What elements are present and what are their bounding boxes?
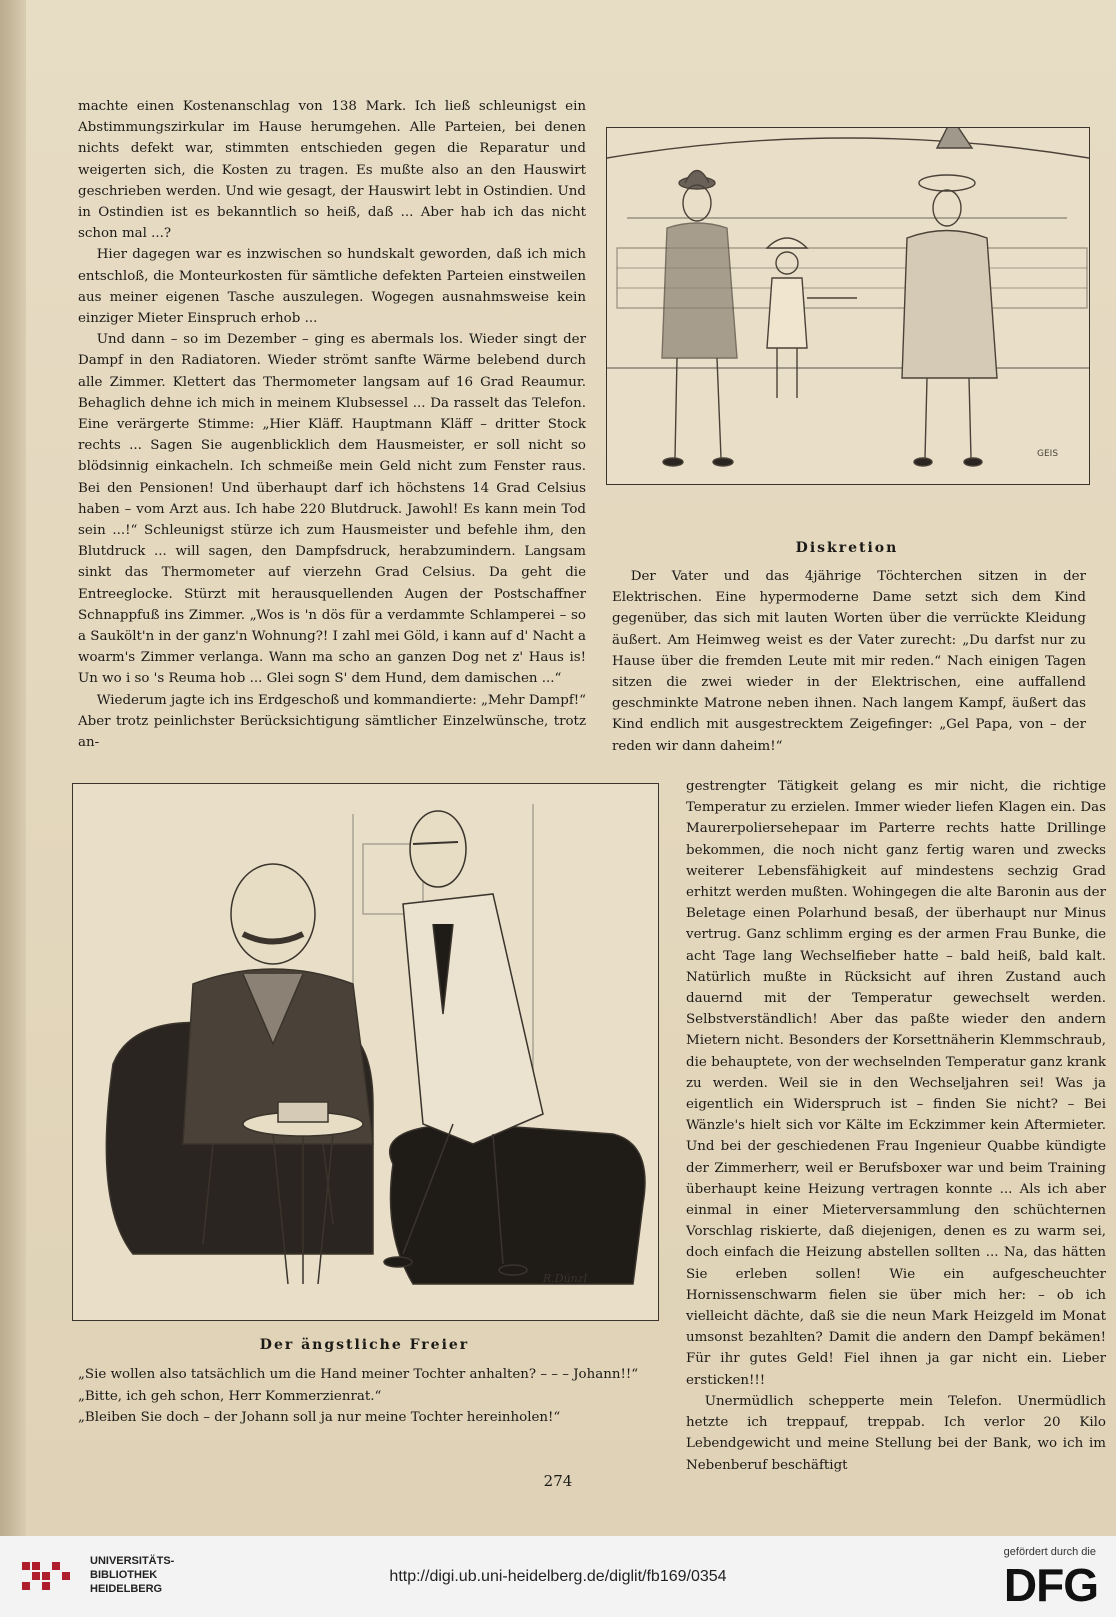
anecdote-paragraph: Der Vater und das 4jährige Töchterchen sitzen in der Elektrischen. Eine hypermoderne Dame setzt sich dem Kind gegenüber, das sich mit lauten Worten über die verrückte Kleidung äußert. Am Heimweg weist es der Vater zurecht: „Du darfst nur zu Hause über die fremden Leute mit mir reden.“ Nach einigen Tagen sitzen die zwei wieder in der Elektrischen, eine auffallend geschminkte Matrone neben ihnen. Nach langem Kampf, äußert das Kind endlich mit ausgestrecktem Zeigefinger: „Gel Papa, von – der reden wir dann daheim!“ — [612, 569, 1086, 754]
digitization-footer — [0, 1536, 1116, 1617]
library-name-line: HEIDELBERG — [90, 1583, 163, 1595]
dfg-logo: DFG — [1003, 1559, 1098, 1611]
article-paragraph: Wiederum jagte ich ins Erdgeschoß und kommandierte: „Mehr Dampf!“ Aber trotz peinlichster Berücksichtigung sämtlicher Einzelwünsche, trotz an- — [78, 692, 586, 751]
article-paragraph: Unermüdlich schepperte mein Telefon. Unermüdlich hetzte ich treppauf, treppab. Ich verlor 20 Kilo Lebendgewicht und meine Stellung bei der Bank, wo ich im Nebenberuf beschäftigt — [686, 1393, 1106, 1473]
permalink-url[interactable]: http://digi.ub.uni-heidelberg.de/diglit/fb169/0354 — [389, 1568, 727, 1585]
page-number: 274 — [543, 1472, 573, 1490]
cartoon2-title: Der ängstliche Freier — [259, 1337, 470, 1353]
article-paragraph: Und dann – so im Dezember – ging es abermals los. Wieder singt der Dampf in den Radiatoren. Wieder strömt sanfte Wärme belebend durch alle Zimmer. Klettert das Thermometer langsam auf 16 Grad Reaumur. Behaglich dehne ich mich in meinem Klubsessel ... Da rasselt das Telefon. Eine verärgerte Stimme: „Hier Kläff. Hauptmann Kläff – dritter Stock rechts ... Sagen Sie augenblicklich dem Hausmeister, er soll nicht so blödsinnig einkacheln. Ich schmeiße mein Geld nicht zum Fenster raus. Bei den Pensionen! Und überhaupt darf ich höchstens 14 Grad Celsius haben – vom Arzt aus. Ich habe 220 Blutdruck. Jawohl! Es kann mein Tod sein ...!“ Schleunigst stürze ich zum Hausmeister und befehle ihm, den Blutdruck ... will sagen, den Dampfsdruck, herabzumindern. Langsam sinkt das Thermometer auf vierzehn Grad Celsius. Da geht die Entreeglocke. Stürzt mit herausquellenden Augen der Postschaffner Schnappfuß ins Zimmer. „Wos is 'n dös für a verdammte Schlamperei – so a Saukölt'n in der ganz'n Wohnung?! I zahl mei Göld, i kann auf d' Nacht a woarm's Zimmer verlanga. Wann ma scho an ganzen Dog net z' Haus is! Un wo i so 's Reuma hob ... Glei sogn S' dem Hund, dem damischen ...“ — [78, 332, 586, 687]
cartoon1-title: Diskretion — [795, 540, 899, 556]
cartoon2-signature: R.Dünzl — [543, 1272, 588, 1285]
page-spine-shadow — [0, 0, 26, 1536]
caption-line: „Bitte, ich geh schon, Herr Kommerzienrat.“ — [78, 1388, 382, 1404]
cartoon1-signature: GEIS — [1037, 449, 1059, 459]
article-paragraph: gestrengter Tätigkeit gelang es mir nicht, die richtige Temperatur zu erzielen. Immer wieder liefen Klagen ein. Das Maurerpoliersehepaar im Parterre rechts hatte Drillinge bekommen, die noch nicht ganz fertig waren und zwecks weiterer Lebensfähigkeit auf mindestens sechzig Grad erhitzt werden mußten. Wohingegen die alte Baronin aus der Beletage einen Polarhund besaß, der überhaupt nur Minus vertrug. Ganz schlimm erging es der armen Frau Bunke, die acht Tage lang Wechselfieber hatte – bald heiß, bald kalt. Natürlich mußte in Rücksicht auf ihren Zustand auch dauernd mit der Temperatur gewechselt werden. Selbstverständlich! Aber das paßte wieder den andern Mietern nicht. Besonders der Korsettnäherin Klemmschraub, die behauptete, von der wechselnden Temperatur ganz krank zu werden. Weil sie in den Wechseljahren sei! Was ja eigentlich ein Widerspruch ist – finden Sie nicht? – Bei Wänzle's hielt sich vor Kälte im Eckzimmer kein Aftermieter. Und bei der geschiedenen Frau Ingenieur Quabbe kündigte der Zimmerherr, weil er Berufsboxer war und beim Training überhaupt keine Heizung vertragen konnte ... Als ich aber einmal in einer Mieterversammlung den schüchternen Vorschlag riskierte, daß diejenigen, denen es zu warm sei, doch einfach die Heizung abstellen sollten ... Na, das hätten Sie erleben sollen! Wie ein aufgescheuchter Hornissenschwarm fielen sie über mich her: – ob ich vielleicht dächte, daß sie die neun Mark Heizgeld im Monat umsonst bezahlten? Damit die andern den Dampf bekämen! Für ihr gutes Geld! Fiel ihnen ja gar nicht ein. Lieber ersticken!!! — [686, 779, 1106, 1388]
article-paragraph: machte einen Kostenanschlag von 138 Mark. Ich ließ schleunigst ein Abstimmungszirkular im Hause herumgehen. Alle Parteien, bei denen nichts defekt war, stimmten entschieden gegen die Reparatur und weigerten sich, die Kosten zu tragen. Es mußte also an den Hauswirt geschrieben werden. Und wie gesagt, der Hauswirt lebt in Ostindien. Und in Ostindien ist es bekanntlich so heiß, daß ... Aber hab ich das nicht schon mal ...? — [78, 99, 586, 242]
cartoon-diskretion — [606, 127, 1090, 485]
caption-line: „Sie wollen also tatsächlich um die Hand meiner Tochter anhalten? – – – Johann!!“ — [78, 1367, 639, 1382]
caption-line: „Bleiben Sie doch – der Johann soll ja nur meine Tochter hereinholen!“ — [78, 1410, 561, 1425]
cartoon2-caption — [78, 1364, 658, 1429]
library-name-line: UNIVERSITÄTS- — [90, 1555, 175, 1567]
article-paragraph: Hier dagegen war es inzwischen so hundskalt geworden, daß ich mich entschloß, die Monteurkosten für sämtliche defekten Parteien einstweilen aus meiner eigenen Tasche auszulegen. Wogegen ausnahmsweise kein einziger Mieter Einspruch erhob ... — [78, 247, 586, 327]
library-name-line: BIBLIOTHEK — [90, 1569, 158, 1581]
cartoon-freier — [72, 783, 659, 1321]
tram-scene-drawing — [607, 128, 1089, 484]
article-column-left — [78, 96, 586, 753]
article-column-right — [686, 776, 1106, 1476]
anecdote-column — [612, 566, 1086, 757]
funded-by-label: gefördert durch die — [1003, 1546, 1096, 1558]
parlor-scene-drawing — [73, 784, 658, 1320]
